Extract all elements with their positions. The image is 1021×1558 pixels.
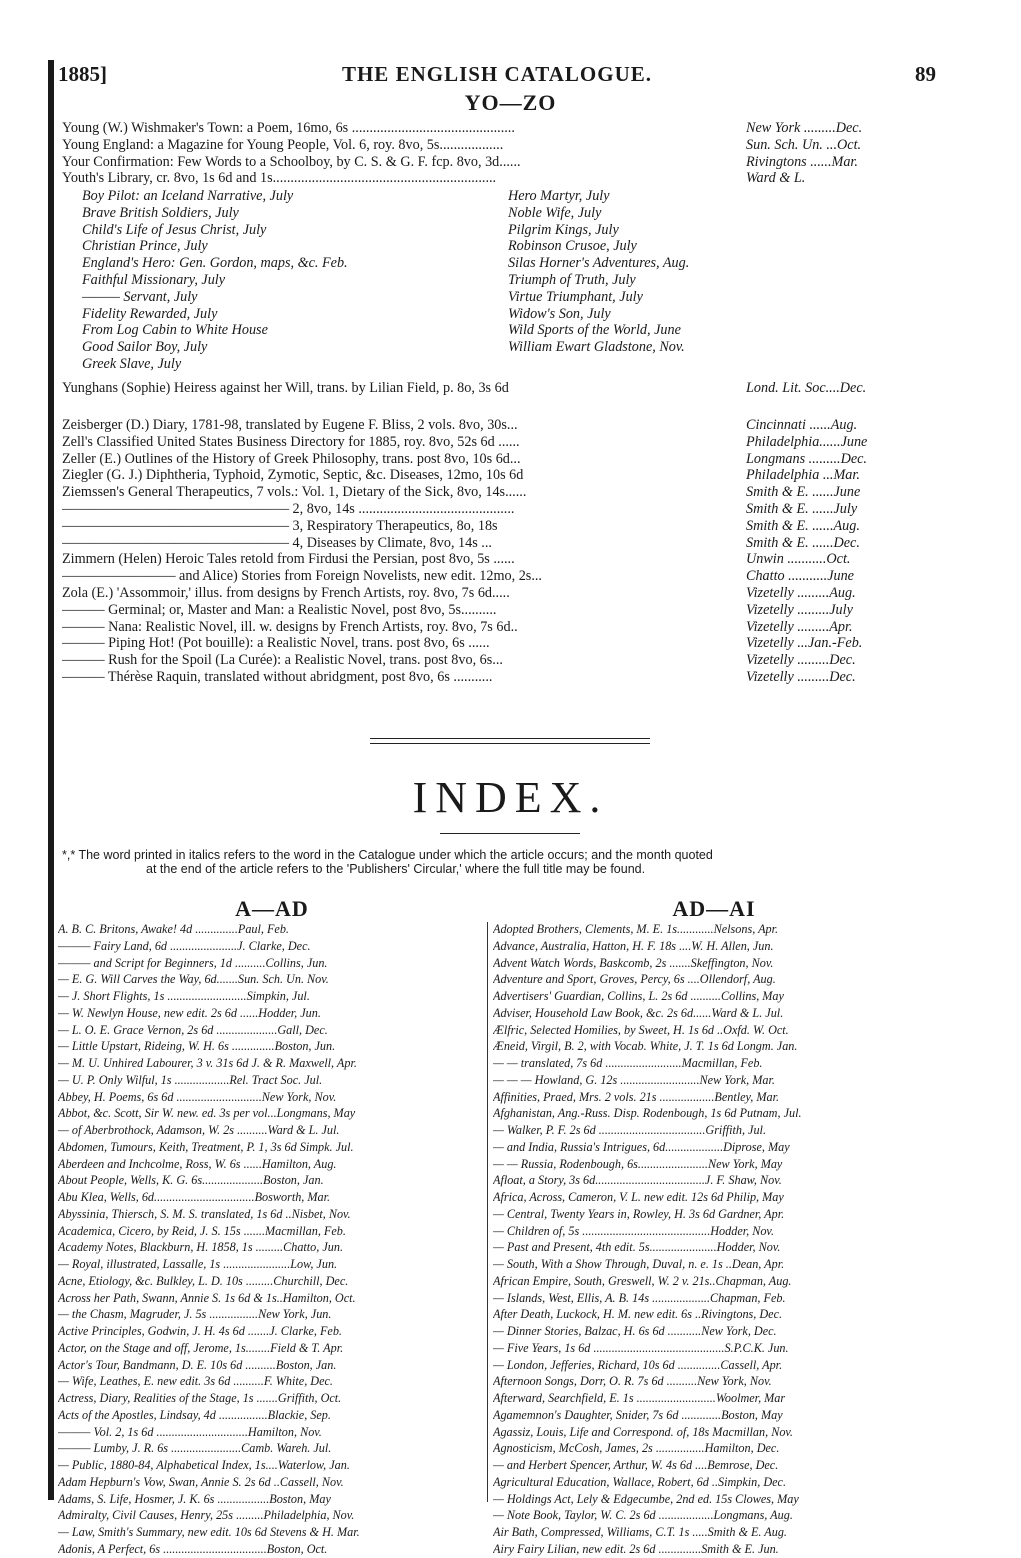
index-entry: Ælfric, Selected Homilies, by Sweet, H. 1s 6d ..Oxfd. W. Oct. — [493, 1022, 789, 1037]
catalogue-entry — [62, 467, 934, 484]
library-title: Noble Wife, July — [508, 204, 602, 221]
index-entry: Affinities, Praed, Mrs. 2 vols. 21s ..................Bentley, Mar. — [493, 1089, 780, 1104]
library-title: England's Hero: Gen. Gordon, maps, &c. Feb. — [82, 255, 348, 272]
entry-publisher: Chatto ...........June — [746, 568, 854, 585]
index-entry: Abdomen, Tumours, Keith, Treatment, P. 1, 3s 6d Simpk. Jul. — [58, 1139, 354, 1154]
library-title: Virtue Triumphant, July — [508, 288, 643, 305]
entries-z — [62, 417, 934, 686]
entry-text: Ziemssen's General Therapeutics, 7 vols.: Vol. 1, Dietary of the Sick, 8vo, 14s...... — [62, 484, 527, 501]
youths-library-left-column — [82, 188, 502, 373]
catalogue-entry — [62, 652, 934, 669]
index-entry: — Past and Present, 4th edit. 5s......................Hodder, Nov. — [493, 1240, 781, 1255]
index-left-column — [58, 921, 484, 1558]
index-entry: Africa, Across, Cameron, V. L. new edit. 12s 6d Philip, May — [493, 1190, 784, 1204]
index-entry: Adviser, Household Law Book, &c. 2s 6d......Ward & L. Jul. — [493, 1005, 784, 1020]
index-underline — [440, 833, 580, 834]
entry-text: Zeisberger (D.) Diary, 1781-98, translated by Eugene F. Bliss, 2 vols. 8vo, 30s... — [62, 417, 518, 433]
index-entry: Æneid, Virgil, B. 2, with Vocab. White, J. T. 1s 6d Longm. Jan. — [493, 1039, 798, 1054]
index-entry: — Public, 1880-84, Alphabetical Index, 1s....Waterlow, Jan. — [58, 1458, 350, 1472]
index-entry: Airy Fairy Lilian, new edit. 2s 6d ..............Smith & E. Jun. — [493, 1541, 779, 1556]
library-title: Fidelity Rewarded, July — [82, 305, 218, 322]
index-entry: Afloat, a Story, 3s 6d....................................J. F. Shaw, Nov. — [493, 1173, 782, 1188]
entry-text: Young England: a Magazine for Young People, Vol. 6, roy. 8vo, 5s.................. — [62, 136, 504, 153]
index-right-heading: AD—AI — [672, 896, 756, 921]
header-year: 1885] — [58, 62, 107, 86]
index-entry: Advance, Australia, Hatton, H. F. 18s ....W. H. Allen, Jun. — [493, 938, 774, 953]
index-entry: Actor's Tour, Bandmann, D. E. 10s 6d ..........Boston, Jan. — [58, 1357, 337, 1372]
catalogue-entry — [62, 585, 934, 602]
index-entry: — — Russia, Rodenbough, 6s.......................New York, May — [493, 1156, 783, 1171]
index-entry: Abbey, H. Poems, 6s 6d ............................New York, Nov. — [58, 1089, 337, 1104]
library-title: Triumph of Truth, July — [508, 271, 636, 288]
index-entry: Afghanistan, Ang.-Russ. Disp. Rodenbough, 1s 6d Putnam, Jul. — [493, 1106, 802, 1121]
entry-text: Zell's Classified United States Business Directory for 1885, roy. 8vo, 52s 6d ...... — [62, 433, 520, 450]
catalogue-entry — [62, 154, 934, 171]
index-entry: — Wife, Leathes, E. new edit. 3s 6d ..........F. White, Dec. — [58, 1374, 333, 1389]
index-right-column — [493, 921, 935, 1558]
library-title: Wild Sports of the World, June — [508, 322, 681, 339]
index-entry: — Holdings Act, Lely & Edgecumbe, 2nd ed. 15s Clowes, May — [493, 1491, 799, 1506]
catalogue-entry — [62, 137, 934, 154]
entry-text: ——— Rush for the Spoil (La Curée): a Realistic Novel, trans. post 8vo, 6s... — [62, 652, 503, 669]
index-entry: — Islands, West, Ellis, A. B. 14s ...................Chapman, Feb. — [493, 1290, 786, 1305]
library-title: Hero Martyr, July — [508, 188, 610, 204]
catalogue-entry — [62, 120, 934, 137]
entry-publisher: Sun. Sch. Un. ...Oct. — [746, 136, 862, 153]
catalogue-entry — [62, 602, 934, 619]
entry-text: Yunghans (Sophie) Heiress against her Will, trans. by Lilian Field, p. 8o, 3s 6d — [62, 380, 509, 396]
catalogue-entry — [62, 434, 934, 451]
index-note-line-2: at the end of the article refers to the 'Publishers' Circular,' where the full title may be found. — [146, 862, 646, 876]
index-entry: Admiralty, Civil Causes, Henry, 25s .........Philadelphia, Nov. — [58, 1508, 355, 1523]
library-title: Silas Horner's Adventures, Aug. — [508, 255, 690, 272]
entry-text: ——— Nana: Realistic Novel, ill. w. designs by French Artists, roy. 8vo, 7s 6d.. — [62, 618, 518, 635]
index-entry: — M. U. Unhired Labourer, 3 v. 31s 6d J. & R. Maxwell, Apr. — [58, 1056, 357, 1070]
divider-rule — [370, 743, 650, 744]
entry-text: Zeller (E.) Outlines of the History of Greek Philosophy, trans. post 8vo, 10s 6d... — [62, 450, 521, 467]
entry-publisher: Ward & L. — [746, 170, 806, 187]
index-entry: Agassiz, Louis, Life and Correspond. of, 18s Macmillan, Nov. — [493, 1424, 793, 1439]
divider-rule — [370, 738, 650, 739]
index-entry: — of Aberbrothock, Adamson, W. 2s ..........Ward & L. Jul. — [58, 1123, 340, 1137]
index-entry: — Walker, P. F. 2s 6d ...................................Griffith, Jul. — [493, 1123, 766, 1137]
entry-publisher: Smith & E. ......July — [746, 500, 858, 517]
index-entry: — the Chasm, Magruder, J. 5s ................New York, Jun. — [58, 1307, 332, 1322]
index-entry: ——— Vol. 2, 1s 6d ..............................Hamilton, Nov. — [58, 1424, 322, 1439]
catalogue-entry — [62, 568, 934, 585]
entry-publisher: Longmans .........Dec. — [746, 450, 867, 467]
catalogue-entry — [62, 484, 934, 501]
catalogue-entry — [62, 170, 934, 187]
index-entry: Afternoon Songs, Dorr, O. R. 7s 6d ..........New York, Nov. — [493, 1374, 772, 1389]
library-title: Widow's Son, July — [508, 305, 611, 322]
catalogue-entry — [62, 619, 934, 636]
section-range-title: YO—ZO — [464, 90, 557, 115]
index-entry: Agricultural Education, Wallace, Robert, 6d ..Simpkin, Dec. — [493, 1474, 787, 1489]
entry-text: Your Confirmation: Few Words to a Schoolboy, by C. S. & G. F. fcp. 8vo, 3d...... — [62, 153, 521, 170]
index-entry: Academy Notes, Blackburn, H. 1858, 1s .........Chatto, Jun. — [58, 1240, 344, 1255]
index-note-line-1: *,* The word printed in italics refers to the word in the Catalogue under which the article occurs; and the month quoted — [62, 848, 713, 862]
index-left-heading: A—AD — [235, 896, 309, 921]
index-entry: African Empire, South, Greswell, W. 2 v. 21s..Chapman, Aug. — [493, 1273, 792, 1288]
entry-text: ———————————————— 3, Respiratory Therapeutics, 8o, 18s — [62, 517, 498, 534]
catalogue-entry — [62, 451, 934, 468]
index-entry: — Law, Smith's Summary, new edit. 10s 6d Stevens & H. Mar. — [58, 1525, 360, 1539]
index-entry: — London, Jefferies, Richard, 10s 6d ..............Cassell, Apr. — [493, 1357, 783, 1372]
index-entry: — Little Upstart, Rideing, W. H. 6s ..............Boston, Jun. — [58, 1039, 336, 1054]
entry-text: Zola (E.) 'Assommoir,' illus. from designs by French Artists, roy. 8vo, 7s 6d..... — [62, 584, 510, 601]
entry-text: ——— Germinal; or, Master and Man: a Realistic Novel, post 8vo, 5s.......... — [62, 601, 497, 618]
entry-publisher: Cincinnati ......Aug. — [746, 417, 858, 433]
library-title: Greek Slave, July — [82, 355, 182, 372]
entry-publisher: Smith & E. ......Dec. — [746, 534, 860, 551]
index-entry: Abyssinia, Thiersch, S. M. S. translated, 1s 6d ..Nisbet, Nov. — [58, 1206, 351, 1221]
column-divider — [487, 922, 488, 1502]
index-entry: — L. O. E. Grace Vernon, 2s 6d ....................Gall, Dec. — [58, 1022, 328, 1037]
index-entry: — Royal, illustrated, Lassalle, 1s ......................Low, Jun. — [58, 1257, 338, 1271]
page-header — [58, 62, 936, 90]
index-entry: Agamemnon's Daughter, Snider, 7s 6d .............Boston, May — [493, 1407, 783, 1422]
index-entry: — Note Book, Taylor, W. C. 2s 6d ..................Longmans, Aug. — [493, 1508, 793, 1523]
library-title: William Ewart Gladstone, Nov. — [508, 339, 685, 356]
index-entry: Adams, S. Life, Hosmer, J. K. 6s .................Boston, May — [58, 1491, 331, 1506]
entry-publisher: Rivingtons ......Mar. — [746, 153, 858, 170]
catalogue-entry — [62, 518, 934, 535]
index-entry: Acne, Etiology, &c. Bulkley, L. D. 10s .........Churchill, Dec. — [58, 1273, 349, 1288]
catalogue-entry — [62, 380, 934, 397]
catalogue-entry — [62, 551, 934, 568]
index-entry: Aberdeen and Inchcolme, Ross, W. 6s ......Hamilton, Aug. — [58, 1156, 337, 1171]
entry-text: ——— Piping Hot! (Pot bouille): a Realistic Novel, trans. post 8vo, 6s ...... — [62, 635, 490, 652]
entry-text: ———————— and Alice) Stories from Foreign Novelists, new edit. 12mo, 2s... — [62, 568, 542, 585]
index-entry: Advertisers' Guardian, Collins, L. 2s 6d ..........Collins, May — [493, 989, 784, 1003]
entry-publisher: Philadelphia ...Mar. — [746, 467, 860, 484]
index-entry: — U. P. Only Wilful, 1s ..................Rel. Tract Soc. Jul. — [58, 1072, 323, 1087]
entry-yunghans — [62, 380, 934, 397]
entry-text: Youth's Library, cr. 8vo, 1s 6d and 1s............................................................... — [62, 170, 497, 187]
index-entry: — and Herbert Spencer, Arthur, W. 4s 6d ....Bemrose, Dec. — [493, 1458, 779, 1472]
index-entry: Adopted Brothers, Clements, M. E. 1s............Nelsons, Apr. — [493, 922, 779, 936]
library-title: Good Sailor Boy, July — [82, 339, 208, 356]
entry-publisher: Unwin ...........Oct. — [746, 551, 851, 568]
index-entry: Across her Path, Swann, Annie S. 1s 6d & 1s..Hamilton, Oct. — [58, 1290, 356, 1305]
index-entry: — — — Howland, G. 12s ..........................New York, Mar. — [493, 1072, 775, 1087]
catalogue-entry — [62, 669, 934, 686]
entry-text: Ziegler (G. J.) Diphtheria, Typhoid, Zymotic, Septic, &c. Diseases, 12mo, 10s 6d — [62, 467, 524, 484]
library-title: Robinson Crusoe, July — [508, 238, 637, 255]
library-title: ——— Servant, July — [82, 288, 198, 305]
index-entry: — — translated, 7s 6d .........................Macmillan, Feb. — [493, 1056, 763, 1070]
index-entry: Abbot, &c. Scott, Sir W. new. ed. 3s per vol...Longmans, May — [58, 1106, 356, 1121]
entry-text: Zimmern (Helen) Heroic Tales retold from Firdusi the Persian, post 8vo, 5s ...... — [62, 551, 515, 568]
index-entry: Abu Klea, Wells, 6d.................................Bosworth, Mar. — [58, 1190, 331, 1204]
catalogue-entry — [62, 417, 934, 434]
index-entry: Adam Hepburn's Vow, Swan, Annie S. 2s 6d ..Cassell, Nov. — [58, 1474, 344, 1489]
library-title: From Log Cabin to White House — [82, 322, 268, 339]
index-entry: A. B. C. Britons, Awake! 4d ..............Paul, Feb. — [58, 922, 289, 936]
index-entry: — Children of, 5s ..........................................Hodder, Nov. — [493, 1223, 774, 1238]
entries-top — [62, 120, 934, 187]
index-entry: Academica, Cicero, by Reid, J. S. 15s .......Macmillan, Feb. — [58, 1223, 346, 1238]
entry-publisher: Lond. Lit. Soc....Dec. — [746, 380, 867, 396]
index-entry: Active Principles, Godwin, J. H. 4s 6d .......J. Clarke, Feb. — [58, 1324, 342, 1338]
index-entry: — and India, Russia's Intrigues, 6d...................Diprose, May — [493, 1139, 790, 1154]
index-entry: About People, Wells, K. G. 6s....................Boston, Jan. — [58, 1173, 324, 1188]
library-title: Boy Pilot: an Iceland Narrative, July — [82, 188, 294, 204]
entry-publisher: Vizetelly .........July — [746, 601, 853, 618]
entry-publisher: Vizetelly ...Jan.-Feb. — [746, 635, 863, 652]
index-entry: — J. Short Flights, 1s ..........................Simpkin, Jul. — [58, 989, 310, 1003]
entry-publisher: Smith & E. ......Aug. — [746, 517, 860, 534]
index-entry: After Death, Luckock, H. M. new edit. 6s ..Rivingtons, Dec. — [493, 1307, 783, 1322]
catalogue-entry — [62, 635, 934, 652]
index-entry: Acts of the Apostles, Lindsay, 4d ................Blackie, Sep. — [58, 1407, 331, 1422]
entry-publisher: Vizetelly .........Aug. — [746, 584, 856, 601]
index-entry: — Five Years, 1s 6d ...........................................S.P.C.K. Jun. — [493, 1340, 789, 1355]
header-title: THE ENGLISH CATALOGUE. — [341, 62, 653, 86]
library-title: Child's Life of Jesus Christ, July — [82, 221, 267, 238]
entry-text: Young (W.) Wishmaker's Town: a Poem, 16mo, 6s .............................................. — [62, 120, 515, 136]
index-entry: — W. Newlyn House, new edit. 2s 6d ......Hodder, Jun. — [58, 1005, 321, 1020]
entry-text: ———————————————— 4, Diseases by Climate, 8vo, 14s ... — [62, 534, 492, 551]
entry-publisher: New York .........Dec. — [746, 120, 863, 136]
entry-publisher: Vizetelly .........Dec. — [746, 652, 856, 669]
entry-publisher: Philadelphia......June — [746, 433, 868, 450]
index-entry: — South, With a Show Through, Duval, n. e. 1s ..Dean, Apr. — [493, 1257, 785, 1271]
index-title: INDEX. — [412, 773, 609, 822]
index-entry: Afterward, Searchfield, E. 1s ..........................Woolmer, Mar — [493, 1391, 786, 1405]
entry-publisher: Smith & E. ......June — [746, 484, 861, 501]
catalogue-entry — [62, 501, 934, 518]
entry-publisher: Vizetelly .........Dec. — [746, 668, 856, 685]
index-entry: Adventure and Sport, Groves, Percy, 6s ....Ollendorf, Aug. — [493, 972, 776, 987]
page-number: 89 — [915, 62, 936, 86]
index-entry: Adonis, A Perfect, 6s ..................................Boston, Oct. — [58, 1541, 328, 1556]
index-entry: Agnosticism, McCosh, James, 2s ................Hamilton, Dec. — [493, 1441, 780, 1456]
youths-library-right-column — [508, 188, 888, 356]
index-note — [62, 848, 934, 876]
entry-text: ———————————————— 2, 8vo, 14s ............................................ — [62, 500, 515, 517]
library-title: Christian Prince, July — [82, 238, 208, 255]
index-entry: ——— and Script for Beginners, 1d ..........Collins, Jun. — [58, 955, 328, 970]
index-entry: — Central, Twenty Years in, Rowley, H. 3s 6d Gardner, Apr. — [493, 1206, 785, 1221]
index-entry: Actor, on the Stage and off, Jerome, 1s........Field & T. Apr. — [58, 1340, 344, 1355]
index-entry: ——— Fairy Land, 6d ......................J. Clarke, Dec. — [58, 938, 311, 953]
index-entry: ——— Lumby, J. R. 6s .......................Camb. Wareh. Jul. — [58, 1441, 332, 1456]
entry-text: ——— Thérèse Raquin, translated without abridgment, post 8vo, 6s ........... — [62, 668, 493, 685]
index-entry: Air Bath, Compressed, Williams, C.T. 1s .....Smith & E. Aug. — [493, 1525, 787, 1539]
index-entry: — Dinner Stories, Balzac, H. 6s 6d ...........New York, Dec. — [493, 1324, 777, 1338]
index-entry: Advent Watch Words, Baskcomb, 2s .......Skeffington, Nov. — [493, 955, 774, 970]
library-title: Pilgrim Kings, July — [508, 221, 619, 238]
index-entry: Actress, Diary, Realities of the Stage, 1s .......Griffith, Oct. — [58, 1391, 342, 1405]
index-entry: — E. G. Will Carves the Way, 6d.......Sun. Sch. Un. Nov. — [58, 972, 329, 987]
entry-publisher: Vizetelly .........Apr. — [746, 618, 853, 635]
catalogue-entry — [62, 535, 934, 552]
library-title: Brave British Soldiers, July — [82, 204, 239, 221]
library-title: Faithful Missionary, July — [82, 271, 226, 288]
